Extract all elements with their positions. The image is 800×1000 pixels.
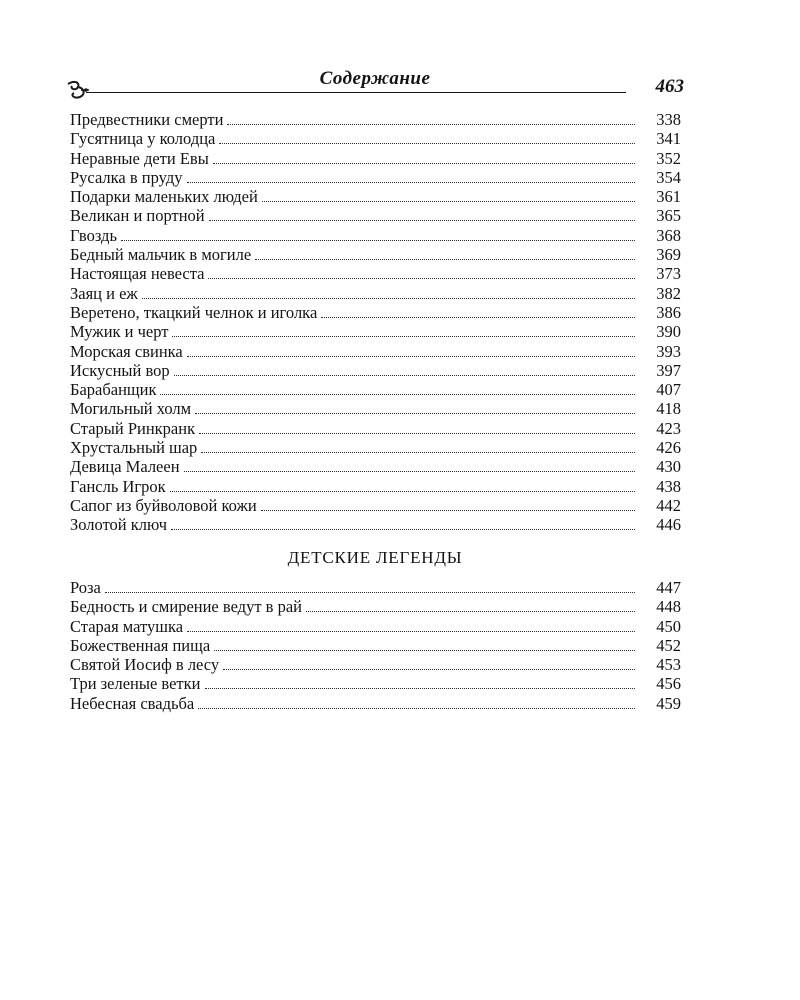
toc-entry <box>70 496 681 515</box>
toc-entry <box>70 264 681 283</box>
toc-entry-title: Гвоздь <box>70 225 117 245</box>
toc-entry-page: 450 <box>656 616 681 636</box>
toc-dot-leader <box>142 298 635 299</box>
toc-dot-leader <box>121 240 635 241</box>
toc-entry <box>70 342 681 361</box>
section-heading: ДЕТСКИЕ ЛЕГЕНДЫ <box>287 548 463 567</box>
toc-entry-title: Барабанщик <box>70 380 157 400</box>
toc-entry <box>70 419 681 438</box>
toc-entry-page: 430 <box>656 457 681 477</box>
toc-entry-title: Гусятница у колодца <box>70 129 216 149</box>
toc-dot-leader <box>187 631 635 632</box>
toc-entry-page: 426 <box>656 438 681 458</box>
toc-entry-page: 446 <box>656 515 681 535</box>
toc-entry <box>70 322 681 341</box>
toc-entry-title: Неравные дети Евы <box>70 148 209 168</box>
toc-entry <box>70 674 681 693</box>
toc-entry-title: Три зеленые ветки <box>70 674 201 694</box>
toc-entry-page: 368 <box>656 225 681 245</box>
toc-entry-title: Гансль Игрок <box>70 476 166 496</box>
toc-dot-leader <box>205 688 636 689</box>
toc-entry-page: 369 <box>656 245 681 265</box>
toc-entry <box>70 226 681 245</box>
toc-entry-page: 382 <box>656 283 681 303</box>
toc-entry-title: Великан и портной <box>70 206 205 226</box>
toc-legends-list <box>70 578 681 713</box>
toc-dot-leader <box>306 611 635 612</box>
toc-entry-page: 397 <box>656 360 681 380</box>
toc-entry-title: Русалка в пруду <box>70 167 183 187</box>
toc-entry-page: 352 <box>656 148 681 168</box>
toc-dot-leader <box>187 356 635 357</box>
toc-entry-title: Заяц и еж <box>70 283 138 303</box>
toc-dot-leader <box>201 452 635 453</box>
toc-entry <box>70 129 681 148</box>
toc-dot-leader <box>171 529 635 530</box>
toc-entry-page: 442 <box>656 495 681 515</box>
toc-dot-leader <box>170 491 635 492</box>
toc-entry-page: 453 <box>656 655 681 675</box>
toc-entry-page: 373 <box>656 264 681 284</box>
toc-entry-title: Старая матушка <box>70 616 184 636</box>
toc-entry <box>70 303 681 322</box>
toc-dot-leader <box>195 413 635 414</box>
toc-entry <box>70 245 681 264</box>
toc-dot-leader <box>105 592 635 593</box>
toc-entry <box>70 617 681 636</box>
toc-dot-leader <box>160 394 635 395</box>
toc-entry-title: Искусный вор <box>70 360 170 380</box>
toc-entry-page: 365 <box>656 206 681 226</box>
toc-entry <box>70 457 681 476</box>
toc-entry-title: Веретено, ткацкий челнок и иголка <box>70 302 318 322</box>
toc-entry <box>70 284 681 303</box>
toc-entry-page: 338 <box>656 110 681 129</box>
toc-main-list <box>70 110 681 535</box>
toc-entry <box>70 110 681 129</box>
toc-entry-title: Морская свинка <box>70 341 183 361</box>
page-number: 463 <box>655 76 684 97</box>
toc-entry-title: Могильный холм <box>70 399 192 419</box>
toc-entry-page: 438 <box>656 476 681 496</box>
header-rule <box>86 92 626 93</box>
toc-entry <box>70 636 681 655</box>
toc-dot-leader <box>262 201 635 202</box>
toc-entry-title: Святой Иосиф в лесу <box>70 655 220 675</box>
toc-dot-leader <box>219 143 635 144</box>
toc-entry-title: Бедный мальчик в могиле <box>70 245 252 265</box>
page-title: Содержание <box>319 68 431 89</box>
toc-entry-title: Хрустальный шар <box>70 438 198 458</box>
toc-dot-leader <box>209 220 635 221</box>
toc-entry-title: Небесная свадьба <box>70 693 195 713</box>
toc-dot-leader <box>187 182 635 183</box>
toc-entry-title: Подарки маленьких людей <box>70 187 258 207</box>
toc-entry <box>70 168 681 187</box>
toc-entry <box>70 438 681 457</box>
toc-dot-leader <box>213 163 635 164</box>
toc-dot-leader <box>321 317 635 318</box>
toc-entry <box>70 206 681 225</box>
toc-entry <box>70 694 681 713</box>
toc-entry-page: 447 <box>656 578 681 597</box>
toc-dot-leader <box>227 124 635 125</box>
toc-entry-title: Старый Ринкранк <box>70 418 196 438</box>
toc-entry-page: 459 <box>656 693 681 713</box>
toc-entry <box>70 578 681 597</box>
toc-entry-title: Девица Малеен <box>70 457 180 477</box>
toc-entry <box>70 380 681 399</box>
toc-entry-page: 390 <box>656 322 681 342</box>
toc-dot-leader <box>208 278 635 279</box>
toc-entry-page: 423 <box>656 418 681 438</box>
toc-entry-title: Сапог из буйволовой кожи <box>70 495 257 515</box>
toc-entry-title: Мужик и черт <box>70 322 169 342</box>
toc-entry <box>70 361 681 380</box>
toc-entry-page: 418 <box>656 399 681 419</box>
toc-entry-page: 393 <box>656 341 681 361</box>
toc-dot-leader <box>223 669 635 670</box>
toc-entry-page: 452 <box>656 635 681 655</box>
toc-dot-leader <box>261 510 635 511</box>
toc-entry-title: Бедность и смирение ведут в рай <box>70 597 302 617</box>
toc-entry-page: 361 <box>656 187 681 207</box>
toc-dot-leader <box>174 375 635 376</box>
toc-entry-page: 386 <box>656 302 681 322</box>
toc-entry-title: Роза <box>70 578 101 597</box>
toc-dot-leader <box>198 708 635 709</box>
toc-entry <box>70 655 681 674</box>
toc-entry-page: 341 <box>656 129 681 149</box>
toc-entry-title: Предвестники смерти <box>70 110 224 129</box>
toc-dot-leader <box>199 433 635 434</box>
toc-dot-leader <box>255 259 635 260</box>
toc-entry-page: 407 <box>656 380 681 400</box>
toc-entry-title: Настоящая невеста <box>70 264 205 284</box>
toc-entry <box>70 149 681 168</box>
toc-dot-leader <box>214 650 635 651</box>
toc-entry-page: 456 <box>656 674 681 694</box>
toc-entry-title: Божественная пища <box>70 635 211 655</box>
toc-entry <box>70 515 681 534</box>
toc-dot-leader <box>184 471 635 472</box>
toc-dot-leader <box>172 336 635 337</box>
toc-entry <box>70 477 681 496</box>
toc-entry-title: Золотой ключ <box>70 515 168 535</box>
toc-entry-page: 448 <box>656 597 681 617</box>
toc-entry <box>70 399 681 418</box>
toc-entry <box>70 187 681 206</box>
toc-entry-page: 354 <box>656 167 681 187</box>
page-header <box>66 68 684 104</box>
toc-entry <box>70 597 681 616</box>
